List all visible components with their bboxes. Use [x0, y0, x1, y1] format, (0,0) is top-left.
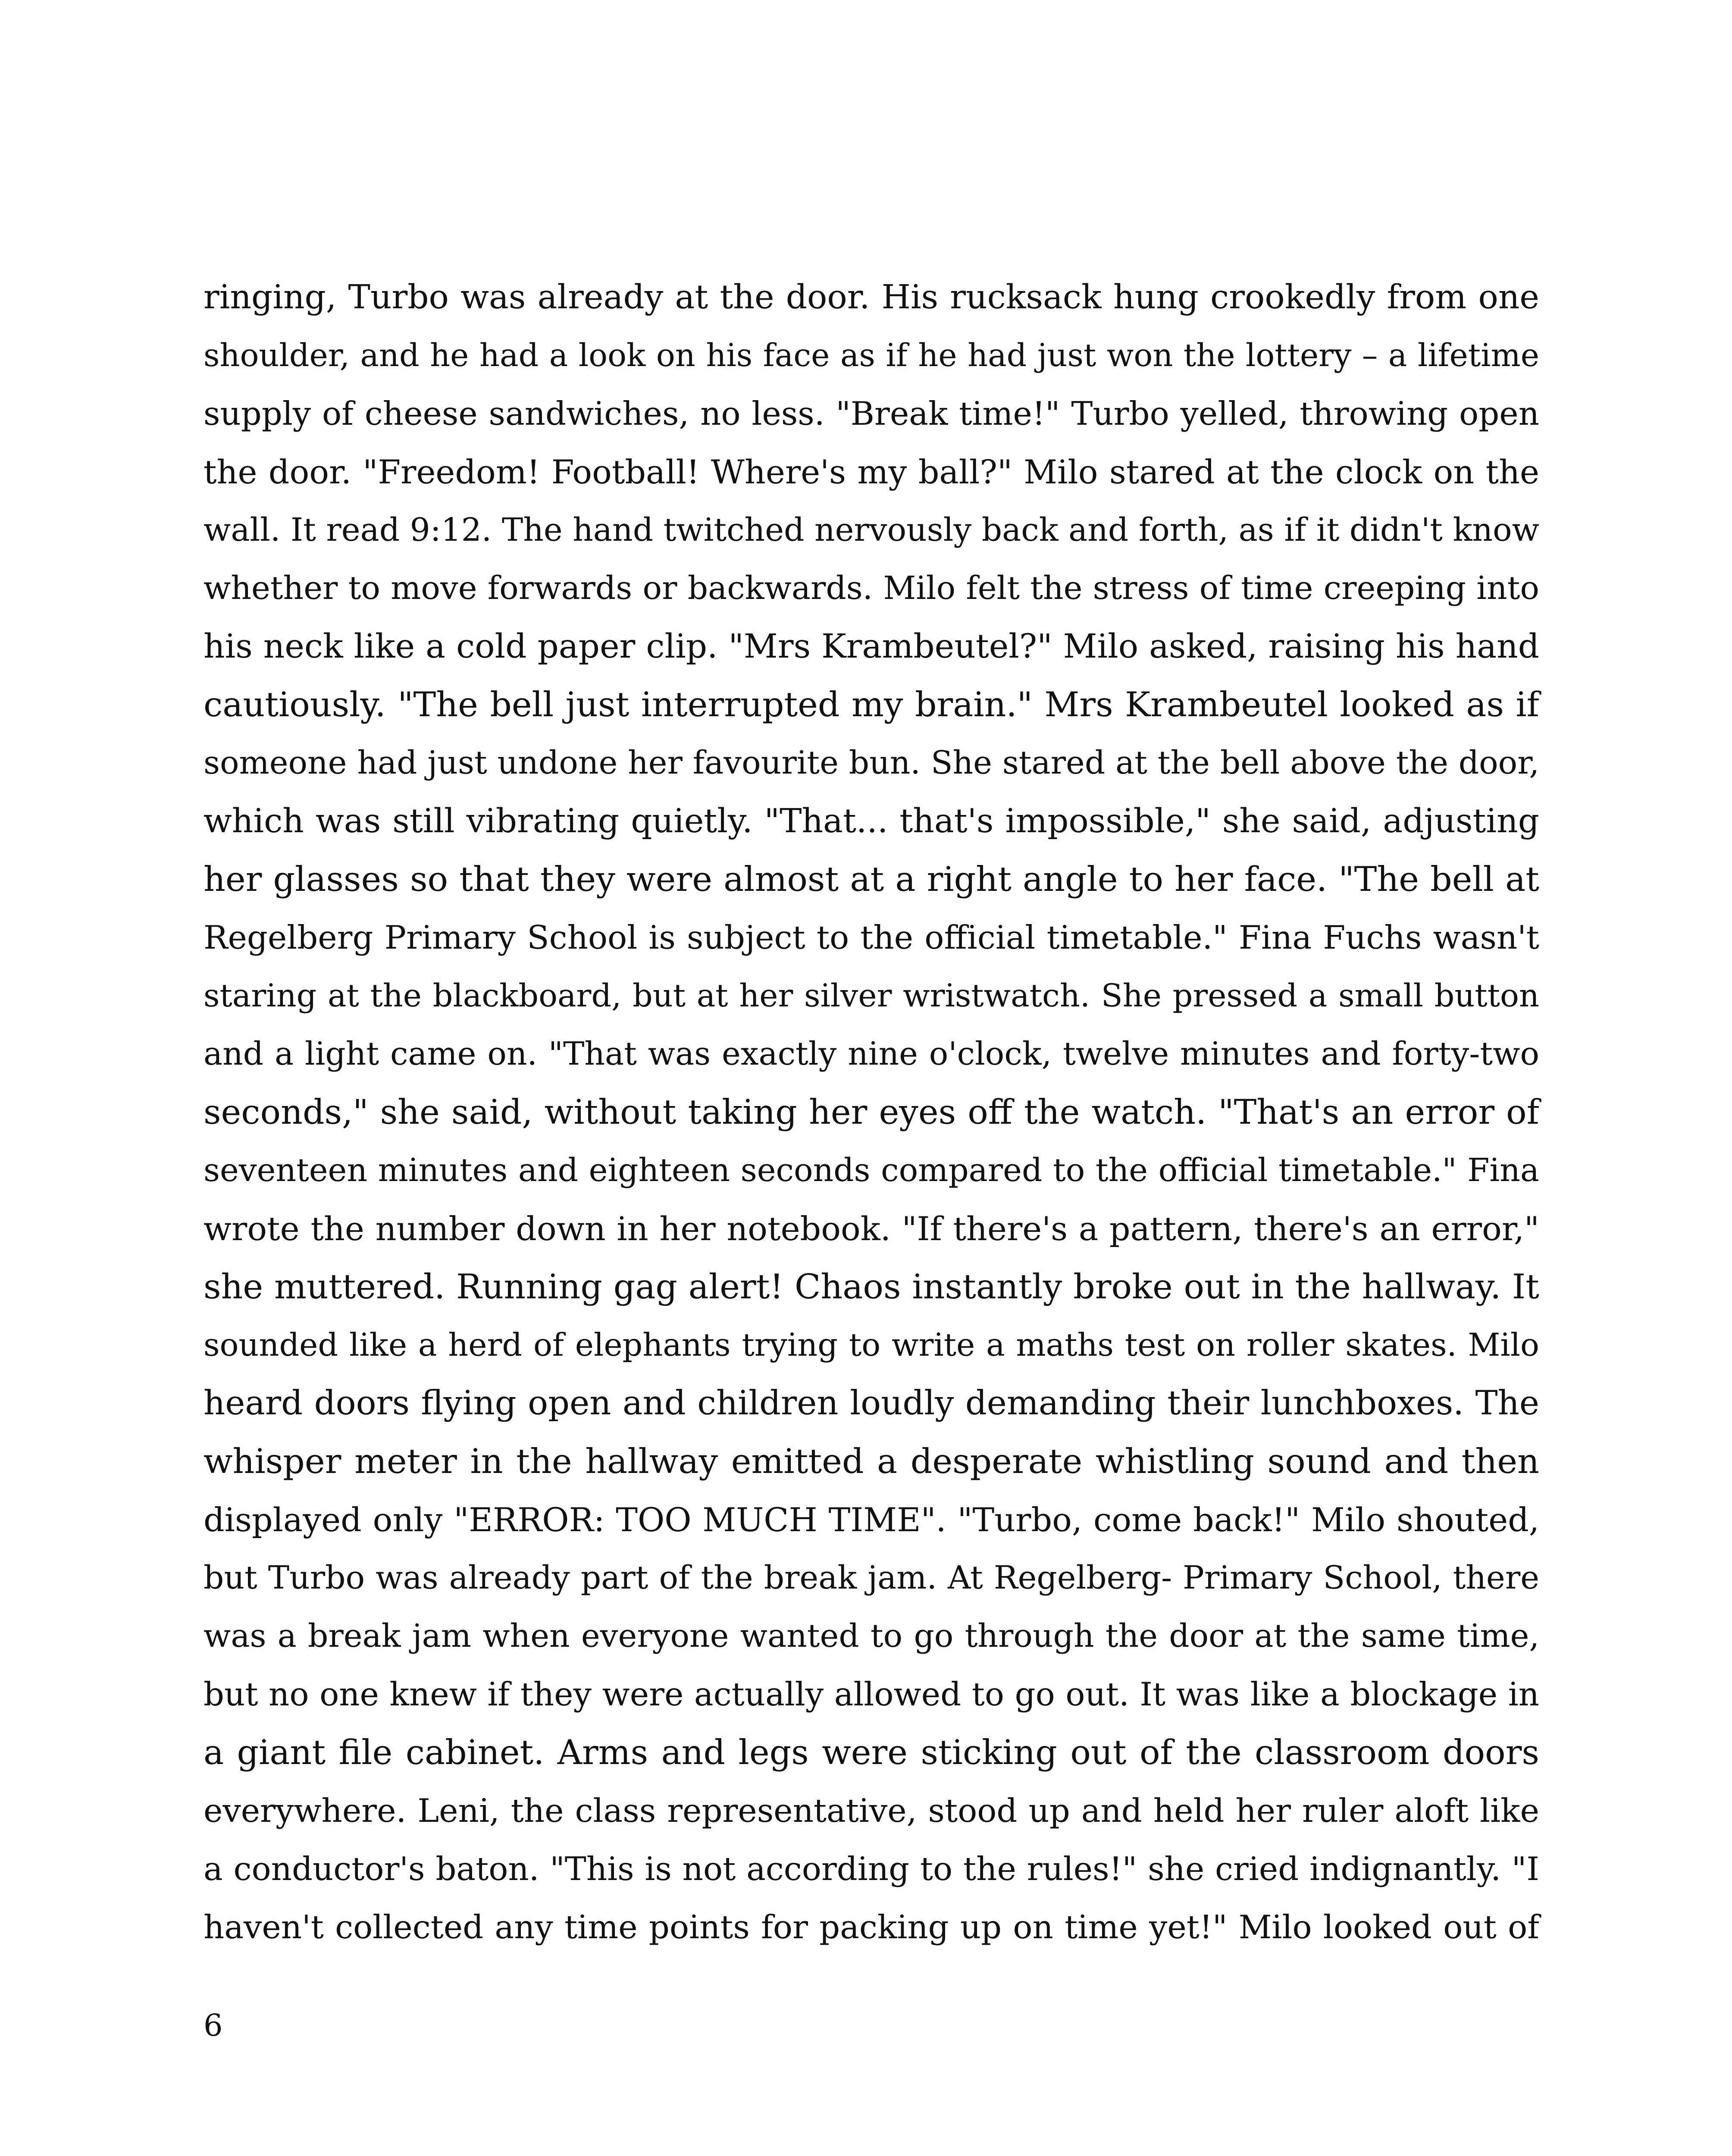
text-line-3: supply of cheese sandwiches, no less. "Break time!" Turbo yelled, throwing open: [204, 395, 1539, 432]
text-line-29: haven't collected any time points for packing up on time yet!" Milo looked out of: [204, 1908, 1539, 1946]
text-line-4: the door. "Freedom! Football! Where's my ball?" Milo stared at the clock on the: [204, 453, 1539, 491]
text-line-21: whisper meter in the hallway emitted a desperate whistling sound and then: [204, 1442, 1539, 1481]
text-line-23: but Turbo was already part of the break jam. At Regelberg- Primary School, there: [204, 1559, 1539, 1596]
text-line-15: seconds," she said, without taking her eyes off the watch. "That's an error of: [204, 1092, 1539, 1132]
text-line-10: which was still vibrating quietly. "That... that's impossible," she said, adjusting: [204, 802, 1539, 840]
text-line-11: her glasses so that they were almost at a right angle to her face. "The bell at: [204, 859, 1539, 899]
text-line-9: someone had just undone her favourite bun. She stared at the bell above the door,: [204, 744, 1539, 781]
text-line-26: a giant file cabinet. Arms and legs were sticking out of the classroom doors: [204, 1733, 1539, 1772]
page-number: 6: [204, 2008, 223, 2043]
body-text: [204, 268, 1539, 1956]
text-line-20: heard doors flying open and children loudly demanding their lunchboxes. The: [204, 1384, 1539, 1423]
text-line-8: cautiously. "The bell just interrupted my brain." Mrs Krambeutel looked as if: [204, 685, 1539, 724]
text-line-19: sounded like a herd of elephants trying to write a maths test on roller skates. Milo: [204, 1327, 1539, 1363]
text-line-22: displayed only "ERROR: TOO MUCH TIME". "Turbo, come back!" Milo shouted,: [204, 1501, 1539, 1539]
text-line-12: Regelberg Primary School is subject to the official timetable." Fina Fuchs wasn't: [204, 918, 1539, 956]
text-line-17: wrote the number down in her notebook. "If there's a pattern, there's an error,": [204, 1210, 1539, 1248]
text-line-18: she muttered. Running gag alert! Chaos instantly broke out in the hallway. It: [204, 1267, 1539, 1307]
text-line-24: was a break jam when everyone wanted to go through the door at the same time,: [204, 1617, 1539, 1655]
text-line-13: staring at the blackboard, but at her silver wristwatch. She pressed a small button: [204, 978, 1539, 1014]
text-line-27: everywhere. Leni, the class representative, stood up and held her ruler aloft like: [204, 1792, 1539, 1830]
text-line-5: wall. It read 9:12. The hand twitched nervously back and forth, as if it didn't know: [204, 511, 1539, 548]
text-line-7: his neck like a cold paper clip. "Mrs Krambeutel?" Milo asked, raising his hand: [204, 627, 1539, 666]
text-line-28: a conductor's baton. "This is not according to the rules!" she cried indignantly. "I: [204, 1850, 1539, 1888]
text-line-25: but no one knew if they were actually allowed to go out. It was like a blockage in: [204, 1675, 1539, 1713]
text-line-16: seventeen minutes and eighteen seconds compared to the official timetable." Fina: [204, 1152, 1539, 1189]
text-line-14: and a light came on. "That was exactly nine o'clock, twelve minutes and forty-two: [204, 1035, 1539, 1072]
text-line-6: whether to move forwards or backwards. Milo felt the stress of time creeping into: [204, 570, 1539, 607]
text-line-1: ringing, Turbo was already at the door. His rucksack hung crookedly from one: [204, 278, 1539, 317]
text-line-2: shoulder, and he had a look on his face as if he had just won the lottery – a lifetime: [204, 337, 1539, 374]
